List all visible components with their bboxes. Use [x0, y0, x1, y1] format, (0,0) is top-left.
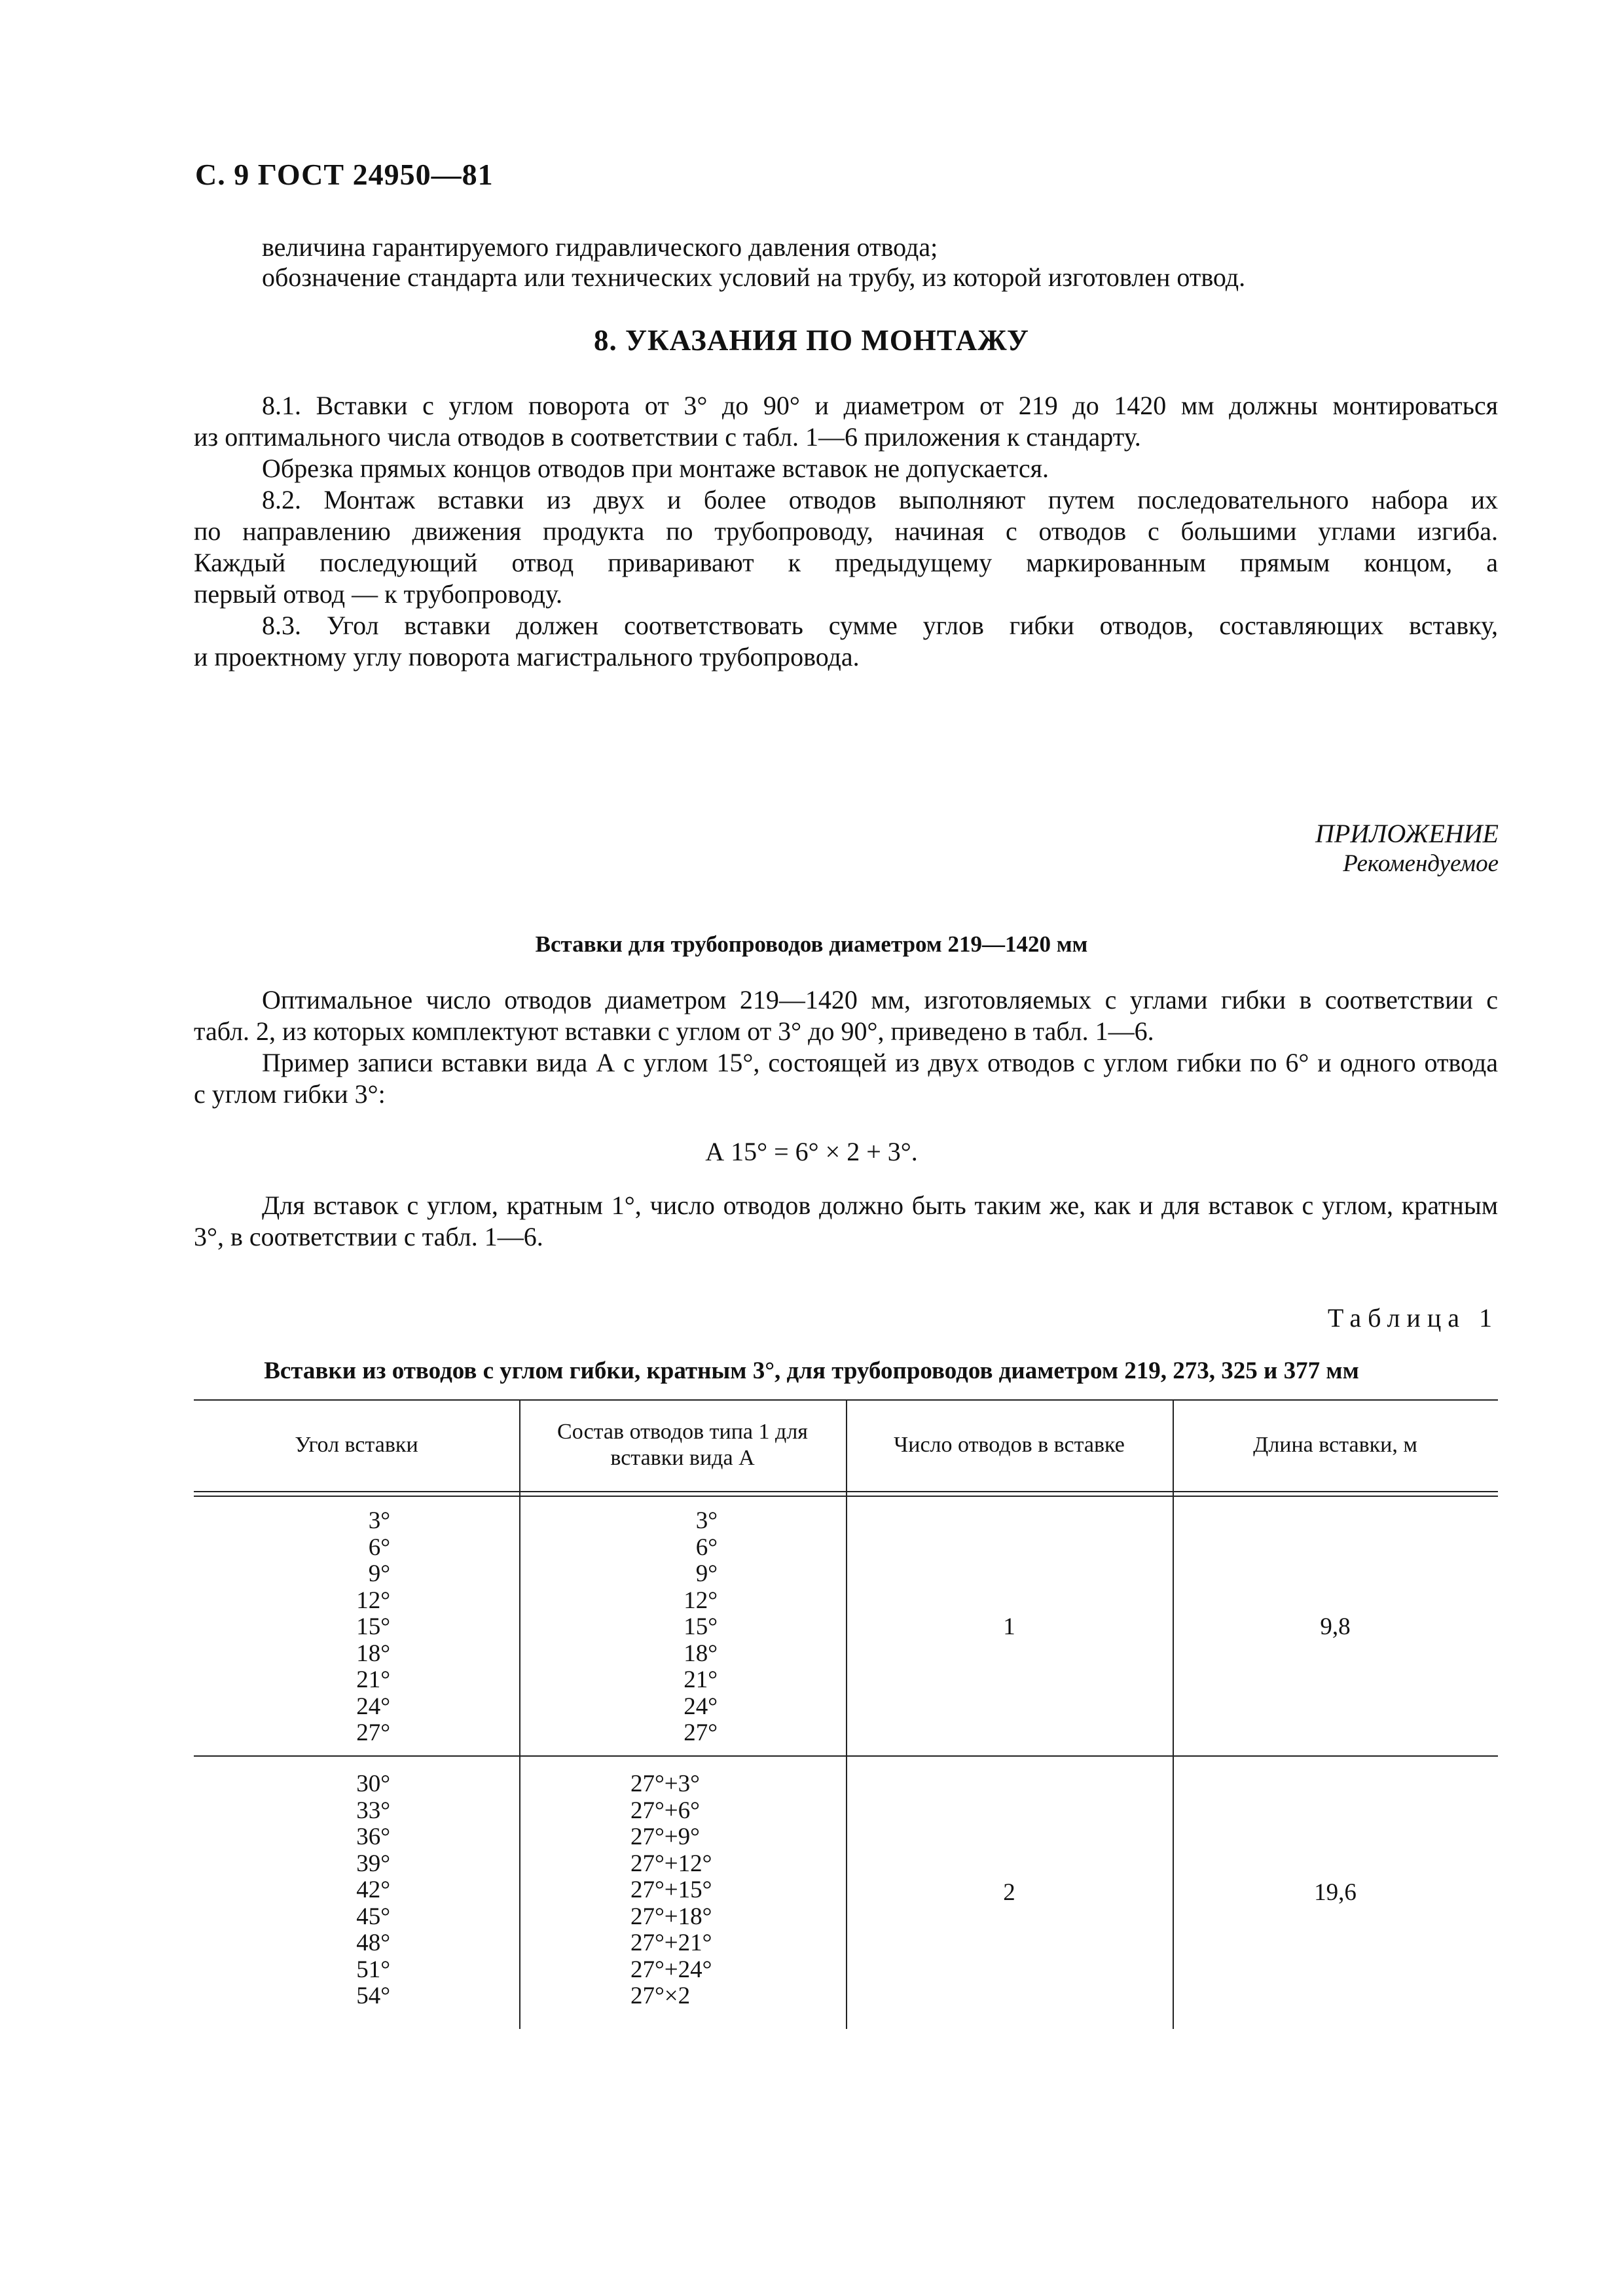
table-cell: 3° [368, 1507, 390, 1534]
paragraph-line: 8.3. Угол вставки должен соответствовать сумме углов гибки отводов, составляющих вставку, [262, 611, 1498, 640]
table-divider [519, 1399, 520, 2029]
table-cell: 21° [356, 1666, 390, 1693]
column-header: Состав отводов типа 1 для вставки вида А [557, 1420, 808, 1470]
appendix-line: Пример записи вставки вида А с углом 15°, состоящей из двух отводов с углом гибки по 6° и одного отвода [262, 1048, 1498, 1077]
column-header: Длина вставки, м [1253, 1433, 1417, 1457]
table-cell: 27°+9° [630, 1823, 700, 1850]
intro-line: величина гарантируемого гидравлического давления отвода; [262, 232, 938, 262]
formula: А 15° = 6° × 2 + 3°. [705, 1137, 918, 1166]
table-cell: 6° [368, 1534, 390, 1561]
section-title: 8. УКАЗАНИЯ ПО МОНТАЖУ [594, 324, 1029, 357]
table-cell: 3° [695, 1507, 718, 1534]
paragraph-line: Каждый последующий отвод приваривают к предыдущему маркированным прямым концом, а [194, 548, 1498, 577]
table-cell: 27°+12° [630, 1850, 712, 1877]
table-cell: 27°+18° [630, 1903, 712, 1930]
appendix-line: с углом гибки 3°: [194, 1079, 386, 1109]
table-cell: 39° [356, 1850, 390, 1877]
table-title: Вставки из отводов с углом гибки, кратным 3°, для трубопроводов диаметром 219, 273, 325 и 377 мм [264, 1357, 1359, 1384]
table-cell: 12° [684, 1587, 718, 1614]
table-cell: 1 [1003, 1613, 1015, 1640]
appendix-title: Вставки для трубопроводов диаметром 219—1420 мм [535, 931, 1088, 957]
column-header: Число отводов в вставке [894, 1433, 1125, 1457]
paragraph-line: первый отвод — к трубопроводу. [194, 579, 563, 609]
note-line: Для вставок с углом, кратным 1°, число отводов должно быть таким же, как и для вставок с углом, кратным [262, 1191, 1498, 1220]
table-cell: 19,6 [1314, 1879, 1357, 1906]
table-divider [1173, 1399, 1174, 2029]
table-cell: 27° [356, 1719, 390, 1746]
appendix-line: табл. 2, из которых комплектуют вставки с углом от 3° до 90°, приведено в табл. 1—6. [194, 1016, 1154, 1046]
note-line: 3°, в соответствии с табл. 1—6. [194, 1222, 543, 1251]
table-cell: 27°+6° [630, 1797, 700, 1824]
page-header: С. 9 ГОСТ 24950—81 [195, 158, 494, 191]
angle-column [338, 1771, 390, 2010]
table-cell: 48° [356, 1929, 390, 1956]
table-cell: 42° [356, 1876, 390, 1903]
table-cell: 54° [356, 1982, 390, 2009]
table-cell: 18° [684, 1640, 718, 1667]
table-cell: 9° [695, 1560, 718, 1587]
intro-line: обозначение стандарта или технических условий на трубу, из которой изготовлен отвод. [262, 262, 1246, 292]
table-cell: 51° [356, 1956, 390, 1983]
table-cell: 36° [356, 1823, 390, 1850]
composition-column [630, 1771, 712, 2010]
paragraph-line: 8.1. Вставки с углом поворота от 3° до 90° и диаметром от 219 до 1420 мм должны монтироваться [262, 391, 1498, 420]
table-cell: 27°+3° [630, 1770, 700, 1797]
table-label: Таблица 1 [1327, 1303, 1499, 1333]
table-cell: 27°+15° [630, 1876, 712, 1903]
table-cell: 27° [684, 1719, 718, 1746]
table-cell: 9,8 [1320, 1613, 1351, 1640]
table-cell: 9° [368, 1560, 390, 1587]
paragraph-line: 8.2. Монтаж вставки из двух и более отводов выполняют путем последовательного набора их [262, 485, 1498, 514]
table-cell: 45° [356, 1903, 390, 1930]
table-divider [846, 1399, 847, 2029]
column-header: Угол вставки [295, 1433, 418, 1457]
table-cell: 18° [356, 1640, 390, 1667]
table-cell: 15° [356, 1613, 390, 1640]
appendix-label: ПРИЛОЖЕНИЕ [1315, 819, 1499, 848]
table-cell: 33° [356, 1797, 390, 1824]
angle-column [338, 1508, 390, 1747]
table-cell: 6° [695, 1534, 718, 1561]
table-cell: 2 [1003, 1879, 1015, 1906]
paragraph-line: и проектному углу поворота магистрального трубопровода. [194, 642, 860, 672]
table-cell: 30° [356, 1770, 390, 1797]
paragraph-line: из оптимального числа отводов в соответствии с табл. 1—6 приложения к стандарту. [194, 422, 1141, 452]
paragraph-line: Обрезка прямых концов отводов при монтаже вставок не допускается. [262, 454, 1049, 483]
table-cell: 24° [356, 1693, 390, 1720]
composition-column [665, 1508, 718, 1747]
table-cell: 15° [684, 1613, 718, 1640]
table-cell: 27°+21° [630, 1929, 712, 1956]
table-cell: 12° [356, 1587, 390, 1614]
appendix-line: Оптимальное число отводов диаметром 219—1420 мм, изготовляемых с углами гибки в соответствии с [262, 985, 1498, 1014]
table-cell: 21° [684, 1666, 718, 1693]
table-cell: 27°×2 [630, 1982, 691, 2009]
table [194, 1399, 1498, 2029]
appendix-status: Рекомендуемое [1343, 850, 1499, 877]
paragraph-line: по направлению движения продукта по трубопроводу, начиная с отводов с большими углами изгиба. [194, 516, 1498, 546]
table-cell: 27°+24° [630, 1956, 712, 1983]
table-cell: 24° [684, 1693, 718, 1720]
